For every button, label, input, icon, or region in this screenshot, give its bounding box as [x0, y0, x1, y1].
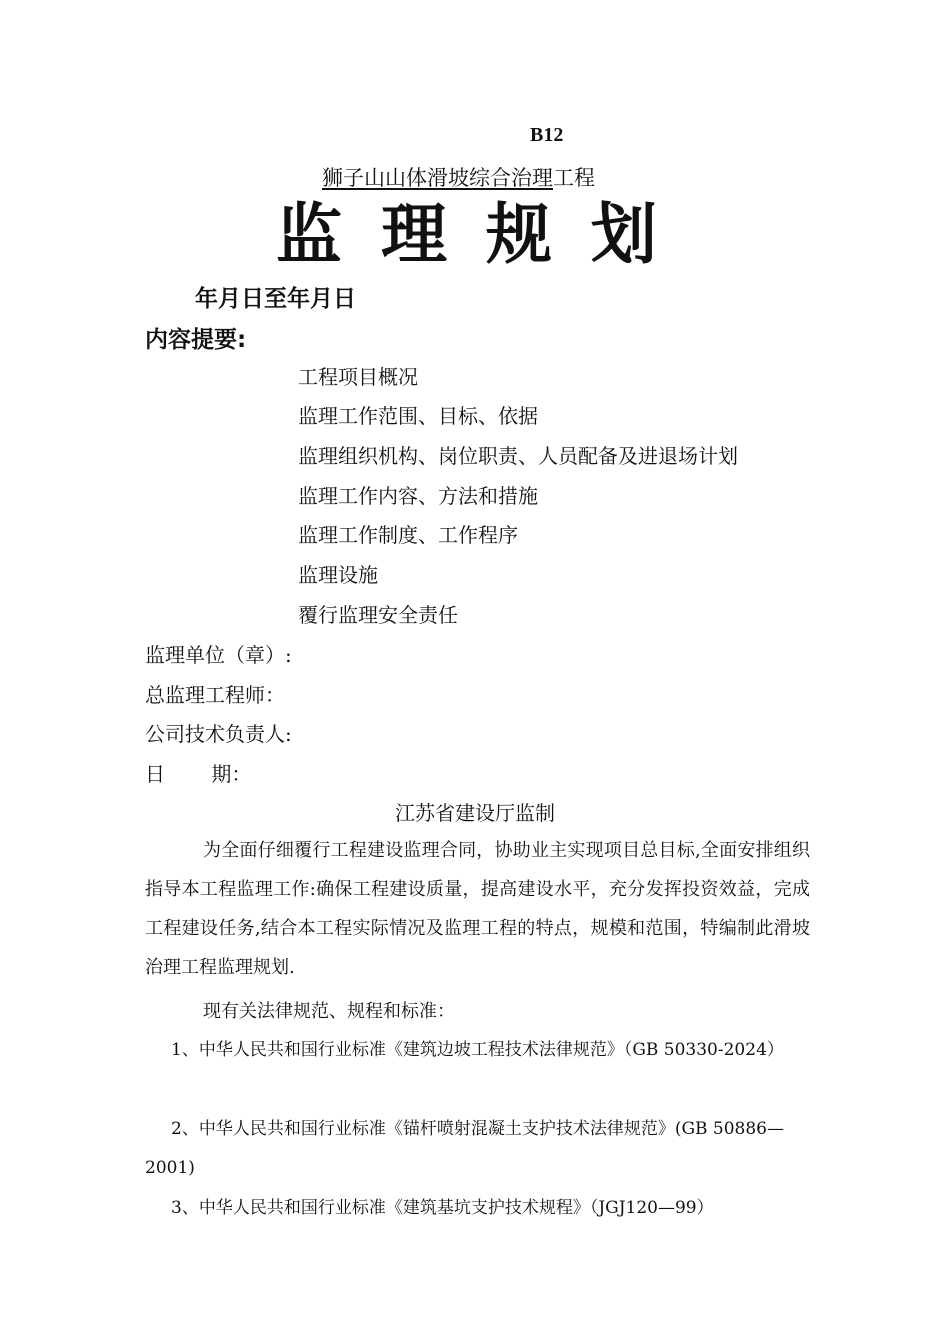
- summary-item: 监理工作制度、工作程序: [298, 523, 518, 547]
- project-name-underlined: 狮子山山体滑坡综合治理: [322, 166, 553, 190]
- laws-heading: 现有关法律规范、规程和标准：: [203, 1001, 455, 1022]
- summary-item: 监理工作内容、方法和措施: [298, 484, 538, 508]
- summary-item: 覆行监理安全责任: [298, 603, 458, 627]
- summary-item: 监理设施: [298, 563, 378, 587]
- signature-line-technical-lead: 公司技术负责人:: [145, 722, 292, 746]
- signature-line-supervising-unit: 监理单位（章）:: [145, 643, 292, 667]
- intro-paragraph: 为全面仔细覆行工程建设监理合同，协助业主实现项目总目标,全面安排组织指导本工程监理工作:确保工程建设质量，提高建设水平，充分发挥投资效益，完成工程建设任务,结合本工程实际情况及监理工程的特点，规模和范围，特编制此滑坡治理工程监理规划.: [145, 840, 810, 978]
- summary-item: 监理工作范围、目标、依据: [298, 404, 538, 428]
- project-name-suffix: 工程: [553, 166, 595, 190]
- law-item: 1、中华人民共和国行业标准《建筑边坡工程技术法律规范》（GB 50330-2024）: [171, 1040, 784, 1060]
- issuer-label: 江苏省建设厅监制: [395, 801, 555, 825]
- date-range: 年月日至年月日: [195, 286, 356, 312]
- document-title: 监 理 规 划: [276, 196, 665, 273]
- signature-line-date: 日 期：: [145, 762, 252, 786]
- summary-item: 工程项目概况: [298, 365, 418, 389]
- project-name: [322, 162, 595, 192]
- summary-heading: 内容提要:: [145, 327, 247, 353]
- law-item: 2、中华人民共和国行业标准《锚杆喷射混凝土支护技术法律规范》(GB 50886—2001): [145, 1119, 785, 1178]
- law-item: 3、中华人民共和国行业标准《建筑基坑支护技术规程》（JGJ120—99）: [171, 1198, 714, 1218]
- document-code: B12: [530, 124, 564, 146]
- summary-item: 监理组织机构、岗位职责、人员配备及进退场计划: [298, 444, 738, 468]
- signature-line-chief-engineer: 总监理工程师：: [145, 683, 285, 707]
